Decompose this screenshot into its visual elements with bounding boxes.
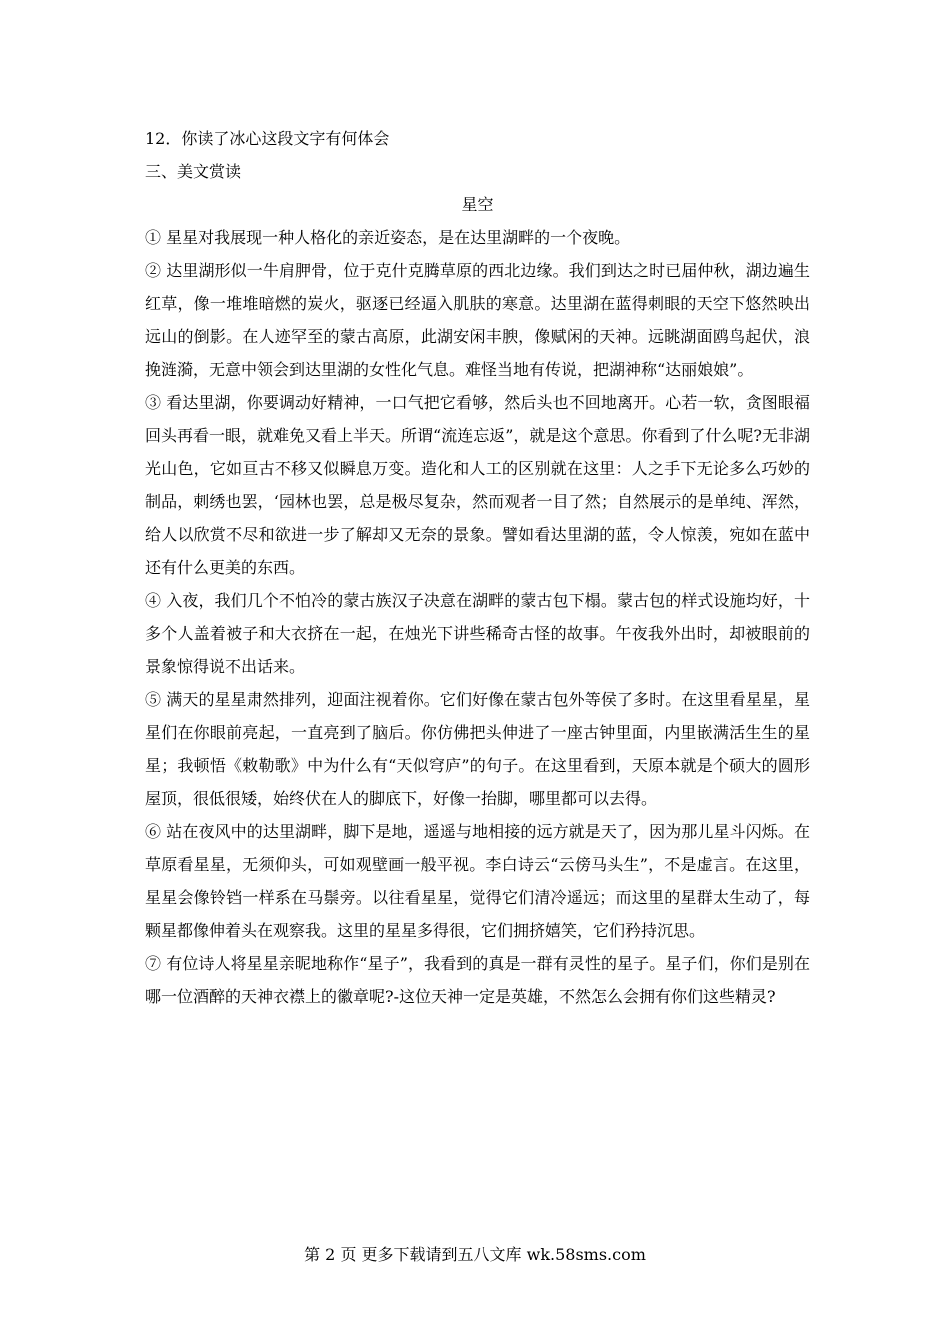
paragraph-7: ⑦ 有位诗人将星星亲昵地称作“星子”，我看到的真是一群有灵性的星子。星子们，你们是别在哪一位酒醉的天神衣襟上的徽章呢?-这位天神一定是英雄，不然怎么会拥有你们这些精灵? xyxy=(145,954,810,1006)
page-footer: 第 2 页 更多下载请到五八文库 wk.58sms.com xyxy=(304,1245,646,1264)
section-heading: 三、美文赏读 xyxy=(145,162,242,181)
question-12: 12．你读了冰心这段文字有何体会 xyxy=(145,129,390,148)
paragraph-3: ③ 看达里湖，你要调动好精神，一口气把它看够，然后头也不回地离开。心若一软，贪图眼福回头再看一眼，就难免又看上半天。所谓“流连忘返”，就是这个意思。你看到了什么呢?无非湖光山色，它如亘古不移又似瞬息万变。造化和人工的区别就在这里：人之手下无论多么巧妙的制品，刺绣也罢，‘园林也罢，总是极尽复杂，然而观者一目了然；自然展示的是单纯、浑然，给人以欣赏不尽和欲进一步了解却又无奈的景象。譬如看达里湖的蓝，令人惊羡，宛如在蓝中还有什么更美的东西。 xyxy=(145,393,810,577)
article-title: 星空 xyxy=(461,195,494,214)
paragraph-5: ⑤ 满天的星星肃然排列，迎面注视着你。它们好像在蒙古包外等侯了多时。在这里看星星，星星们在你眼前亮起，一直亮到了脑后。你仿佛把头伸进了一座古钟里面，内里嵌满活生生的星星；我顿悟《敕勒歌》中为什么有“天似穹庐”的句子。在这里看到，天原本就是个硕大的圆形屋顶，很低很矮，始终伏在人的脚底下，好像一抬脚，哪里都可以去得。 xyxy=(145,690,810,808)
paragraph-1: ① 星星对我展现一种人格化的亲近姿态，是在达里湖畔的一个夜晚。 xyxy=(145,228,631,247)
paragraph-6: ⑥ 站在夜风中的达里湖畔，脚下是地，遥遥与地相接的远方就是天了，因为那儿星斗闪烁。在草原看星星，无须仰头，可如观壁画一般平视。李白诗云“云傍马头生”，不是虚言。在这里，星星会像铃铛一样系在马鬃旁。以往看星星，觉得它们清冷遥远；而这里的星群太生动了，每颗星都像伸着头在观察我。这里的星星多得很，它们拥挤嬉笑，它们矜持沉思。 xyxy=(145,822,810,940)
paragraph-4: ④ 入夜，我们几个不怕冷的蒙古族汉子决意在湖畔的蒙古包下榻。蒙古包的样式设施均好，十多个人盖着被子和大衣挤在一起，在烛光下讲些稀奇古怪的故事。午夜我外出时，却被眼前的景象惊得说不出话来。 xyxy=(145,591,810,676)
paragraph-2: ② 达里湖形似一牛肩胛骨，位于克什克腾草原的西北边缘。我们到达之时已届仲秋，湖边遍生红草，像一堆堆暗燃的炭火，驱逐已经逼入肌肤的寒意。达里湖在蓝得刺眼的天空下悠然映出远山的倒影。在人迹罕至的蒙古高原，此湖安闲丰腴，像赋闲的天神。远眺湖面鸥鸟起伏，浪挽涟漪，无意中领会到达里湖的女性化气息。难怪当地有传说，把湖神称“达丽娘娘”。 xyxy=(145,261,810,379)
document-body xyxy=(145,122,810,1013)
